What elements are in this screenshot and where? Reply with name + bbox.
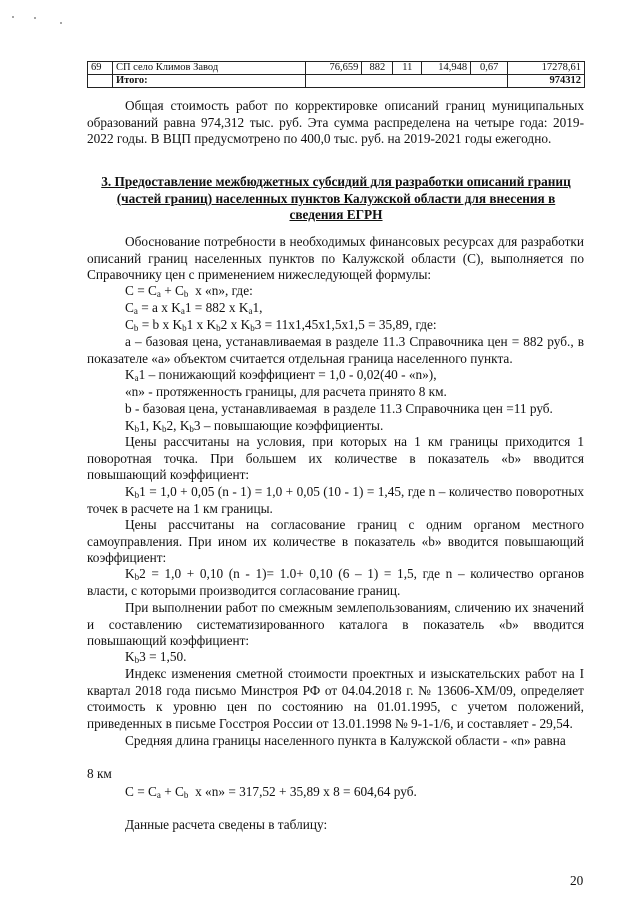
- scan-speck: [60, 22, 62, 24]
- formula-c: $C = C_a + C_b$ x «n», где:: [125, 283, 253, 299]
- table-total-value: 974312: [508, 75, 585, 88]
- table-cell: 14,948: [422, 62, 471, 75]
- paragraph-adjacent: При выполнении работ по смежным землепользованиям, сличению их значений и составлению систематизированного каталога в показатель «b» вводится повышающий коэффициент:: [87, 600, 584, 648]
- formula-kb3: $K_b3 = 1,50$.: [125, 649, 187, 665]
- table-cell: 11: [393, 62, 422, 75]
- paragraph-agreement: Цены рассчитаны на согласование границ с одним органом местного самоуправления. При ином их количестве в показатель «b» вводится повышающий коэффициент:: [87, 517, 584, 565]
- table-cell: 69: [88, 62, 113, 75]
- paragraph-index: Индекс изменения сметной стоимости проектных и изыскательских работ на I квартал 2018 года письмо Минстроя РФ от 04.04.2018 г. № 13606-ХМ/09, определяет стоимость к уровню цен по состоянию на 01.01.1995, с учетом положений, приведенных в письме Госстроя России от 13.01.1998 № 9-1-1/6, и составляет - 29,54.: [87, 666, 584, 731]
- formula-cb: $C_b = b$ x $K_b1$ x $K_b2$ x $K_b3 = 11x1,45x1,5x1,5 = 35,89$, где:: [125, 317, 437, 333]
- table-cell: 17278,61: [508, 62, 585, 75]
- formula-kb2: $K_b2 = 1,0 + 0,10$ (n - 1)= 1.0+ 0,10 (6 – 1) = 1,5, где n – количество органов власти, с которыми производится согласование границ.: [87, 566, 584, 598]
- table-cell: [88, 75, 113, 88]
- scan-speck: [34, 17, 36, 19]
- definition-kb: $K_b1$, $K_b2$, $K_b3$ – повышающие коэффициенты.: [125, 418, 384, 434]
- table-row: [88, 62, 585, 75]
- average-length-value: 8 км: [87, 766, 112, 781]
- scan-speck: [12, 16, 14, 18]
- paragraph-table-intro: Данные расчета сведены в таблицу:: [125, 817, 328, 832]
- definition-n: «n» - протяженность границы, для расчета принято 8 км.: [125, 384, 447, 399]
- table-cell: СП село Климов Завод: [112, 62, 305, 75]
- table-cell: 76,659: [305, 62, 362, 75]
- table-total-row: [88, 75, 585, 88]
- paragraph-points: Цены рассчитаны на условия, при которых на 1 км границы приходится 1 поворотная точка. При большем их количестве в показатель «b» вводится повышающий коэффициент:: [87, 434, 584, 482]
- formula-ca: $C_a = a$ x $K_a1 = 882$ x $K_a1$,: [125, 300, 263, 316]
- section-heading: 3. Предоставление межбюджетных субсидий для разработки описаний границ (частей границ) населенных пунктов Калужской области для внесения в сведения ЕГРН: [101, 174, 571, 222]
- formula-kb1: $K_b1 = 1,0 + 0,05$ (n - 1) = 1,0 + 0,05 (10 - 1) = 1,45, где n – количество поворотных точек в расчете на 1 км границы.: [87, 484, 584, 516]
- table-cell: [305, 75, 508, 88]
- table-cell: 882: [362, 62, 393, 75]
- summary-table: [87, 61, 585, 88]
- paragraph-justification: Обоснование потребности в необходимых финансовых ресурсах для разработки описаний границ населенных пунктов по Калужской области (С), выполняется по Справочнику цен с применением нижеследующей формулы:: [87, 234, 584, 282]
- definition-b: b - базовая цена, устанавливаемая в разделе 11.3 Справочника цен =11 руб.: [125, 401, 553, 416]
- intro-paragraph: Общая стоимость работ по корректировке описаний границ муниципальных образований равна 974,312 тыс. руб. Эта сумма распределена на четыре года: 2019-2022 годы. В ВЦП предусмотрено по 400,0 тыс. руб. на 2019-2021 годы ежегодно.: [87, 98, 584, 146]
- definition-a: а – базовая цена, устанавливаемая в разделе 11.3 Справочника цен = 882 руб., в показателе «а» объектом считается отдельная граница населенного пункта.: [87, 334, 584, 366]
- table-cell: 0,67: [471, 62, 508, 75]
- table-total-label: Итого:: [112, 75, 305, 88]
- formula-final: $C = C_a + C_b$ x «n» = 317,52 + 35,89 x 8 = 604,64 руб.: [125, 784, 417, 800]
- page-number: 20: [570, 873, 584, 888]
- paragraph-average-length: Средняя длина границы населенного пункта в Калужской области - «n» равна: [125, 733, 566, 748]
- definition-ka1: $K_a1$ – понижающий коэффициент = 1,0 - 0,02(40 - «n»),: [125, 367, 437, 383]
